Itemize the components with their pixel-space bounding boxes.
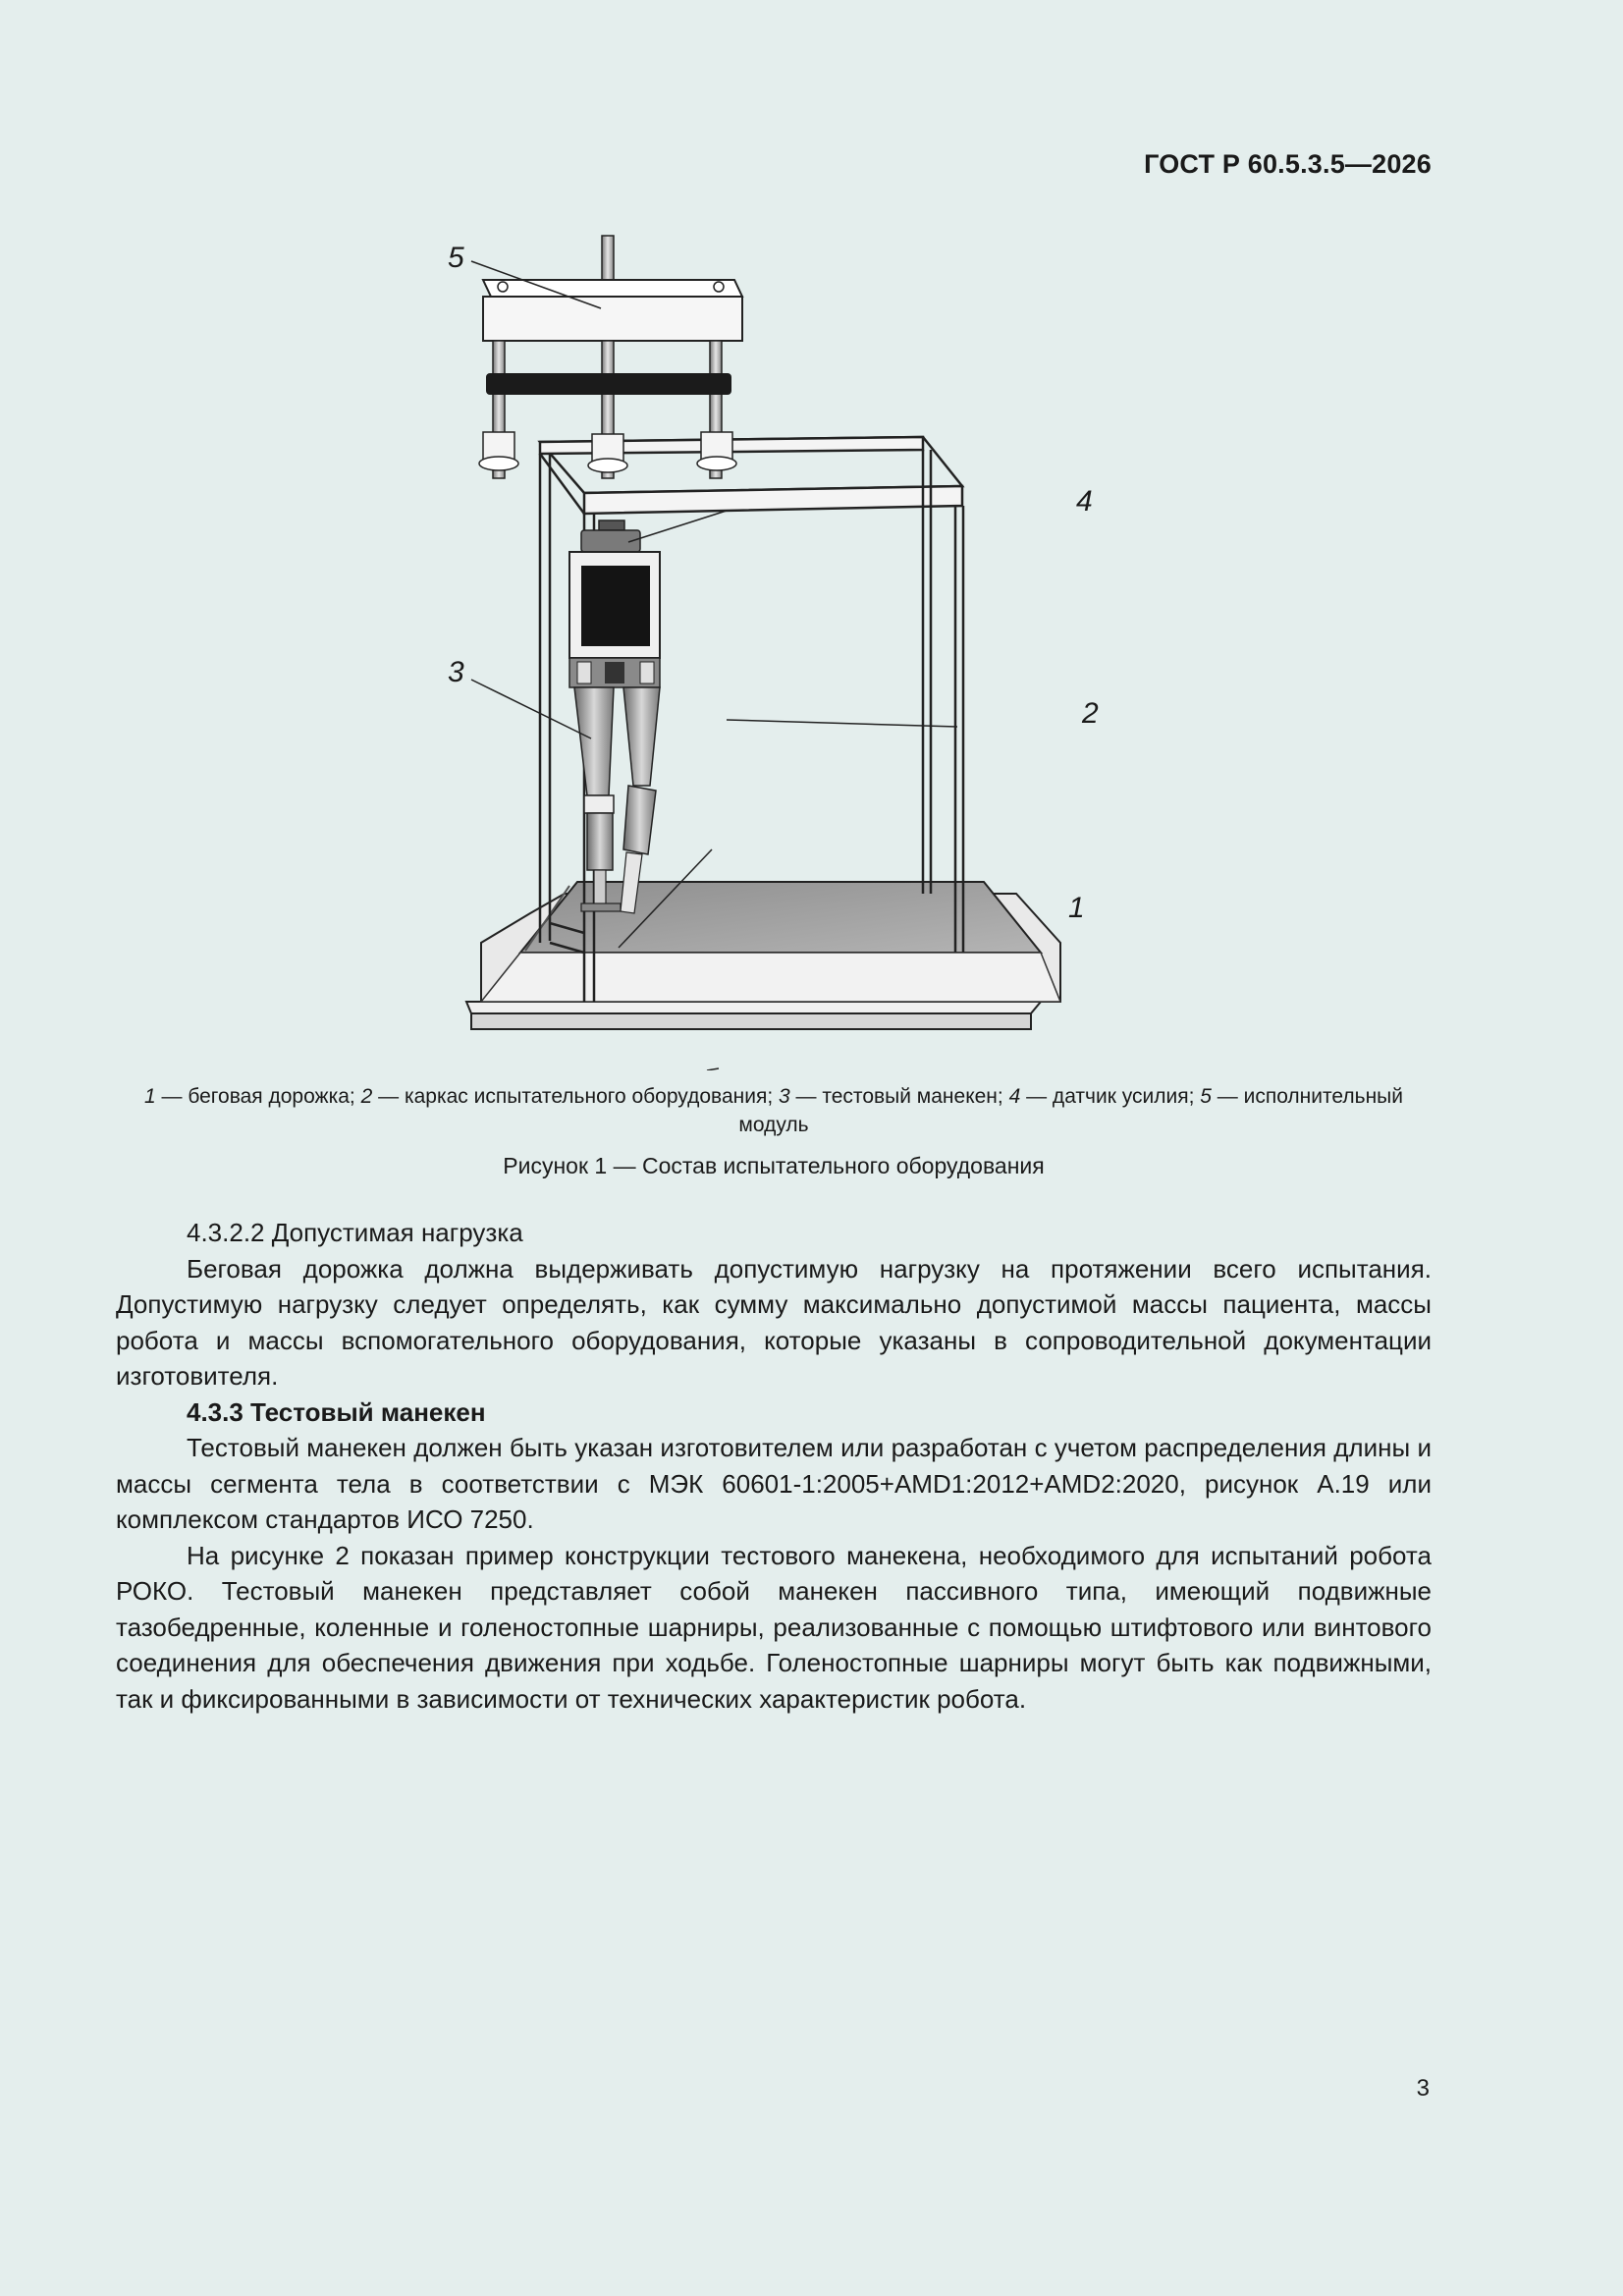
section-4-3-3-heading: 4.3.3 Тестовый манекен [187, 1396, 486, 1427]
document-id: ГОСТ Р 60.5.3.5—2026 [1144, 149, 1432, 179]
legend-num-4: 4 [1008, 1085, 1021, 1108]
legend-num-1: 1 [143, 1085, 156, 1108]
test-equipment-figure [412, 226, 1159, 1070]
test-equipment-illustration [412, 226, 1159, 1070]
force-sensor [581, 520, 640, 552]
callout-3: 3 [448, 656, 464, 688]
legend-num-2: 2 [360, 1085, 373, 1108]
figure-caption: Рисунок 1 — Состав испытательного оборудования [503, 1153, 1045, 1178]
section-4-3-3-paragraph-2: На рисунке 2 показан пример конструкции тестового манекена, необходимого для испытаний робота РОКО. Тестовый манекен представляет собой манекен пассивного типа, имеющий подвижные тазобедренные, коленные и голеностопные шарниры, реализованные с помощью штифтового или винтового соединения для обеспечения движения при ходьбе. Голеностопные шарниры могут быть как подвижными, так и фиксированными в зависимости от технических характеристик робота. [116, 1540, 1432, 1714]
actuator-module [479, 236, 742, 478]
treadmill [466, 882, 1060, 1029]
section-4-3-2-2-heading: 4.3.2.2 Допустимая нагрузка [187, 1218, 523, 1247]
callout-1: 1 [1068, 892, 1085, 924]
legend-text-2: — каркас испытательного оборудования; [372, 1085, 780, 1108]
page-number: 3 [1416, 2075, 1430, 2102]
section-4-3-3-paragraph-1: Тестовый манекен должен быть указан изготовителем или разработан с учетом распределения длины и массы сегмента тела в соответствии с МЭК 60601-1:2005+AMD1:2012+AMD2:2020, рисунок А.19 или комплексом стандартов ИСО 7250. [116, 1433, 1432, 1534]
legend-num-5: 5 [1200, 1085, 1212, 1108]
legend-text-3: — тестовый манекен; [789, 1085, 1009, 1108]
legend-text-5: — исполнительный модуль [738, 1085, 1403, 1136]
callout-4: 4 [1076, 485, 1093, 518]
section-4-3-2-2-paragraph: Беговая дорожка должна выдерживать допустимую нагрузку на протяжении всего испытания. Допустимую нагрузку следует определять, как сумму максимально допустимой массы пациента, массы робота и массы вспомогательного оборудования, которые указаны в сопроводительной документации изготовителя. [116, 1253, 1432, 1391]
figure-legend [116, 1082, 1432, 1139]
legend-num-3: 3 [779, 1085, 790, 1108]
legend-text-4: — датчик усилия; [1020, 1085, 1201, 1108]
callout-2: 2 [1082, 697, 1099, 730]
body-text [116, 1215, 1432, 1717]
callout-5: 5 [448, 242, 464, 274]
legend-text-1: — беговая дорожка; [155, 1085, 361, 1108]
